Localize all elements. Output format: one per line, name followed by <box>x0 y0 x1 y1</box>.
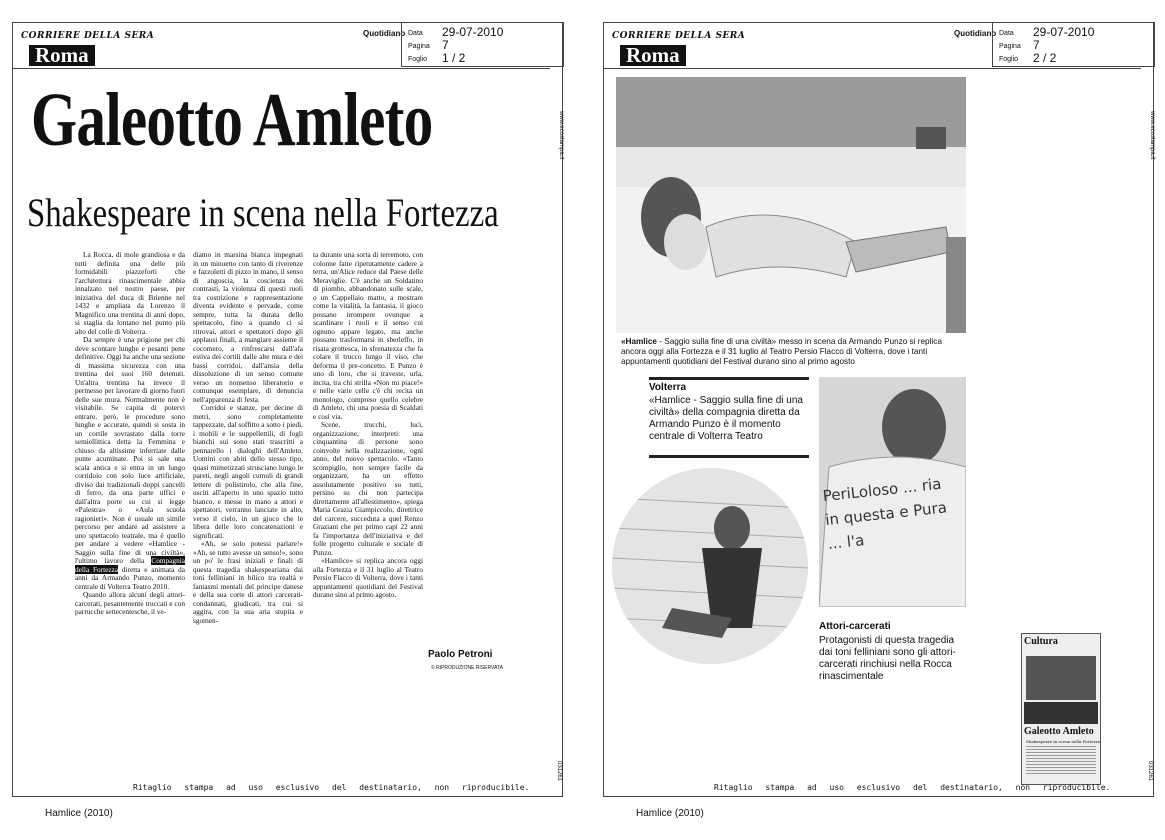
caption-text: - Saggio sulla fine di una civiltà» messo in scena da Armando Punzo si replica ancora oggi alla Fortezza e il 31 luglio al Teatro Persio Flacco di Volterra, dove i tanti appuntamenti quotidiani del Festival durano sino al primo agosto <box>621 337 942 366</box>
meta-value: 1 / 2 <box>442 51 466 65</box>
publication-type: Quotidiano <box>363 29 406 38</box>
newspaper-brand: CORRIERE DELLA SERA <box>612 31 746 41</box>
paragraph: «Hamlice» si replica ancora oggi alla Fortezza e il 31 luglio al Teatro Persio Flacco di Volterra, dove i tanti appuntamenti quotidiani del Festival durano sino al primo agosto. <box>313 556 423 599</box>
footer-note: Ritaglio stampa ad uso esclusivo del destinatario, non riproducibile. <box>133 783 530 792</box>
thumb-text <box>1026 746 1096 776</box>
thumb-subtitle: Shakespeare in scena nella Fortezza <box>1026 739 1101 744</box>
article-subtitle: Shakespeare in scena nella Fortezza <box>27 190 499 235</box>
edition-label: Roma <box>620 45 686 66</box>
meta-label: Foglio <box>408 56 428 63</box>
paragraph: La Rocca, di mole grandiosa e da tutti definita una delle più formidabili piazzeforti che l'architettura rinascimentale abbia innalzato nel nostro paese, per iniziativa del duca di Brienne nel 1432 e ampliata da Lorenzo il Magnifico una trentina di anni dopo, si staglia da lontano nel punto più alto del colle di Volterra. <box>75 250 185 336</box>
page-1 <box>12 22 563 797</box>
article-column-2 <box>193 251 303 625</box>
footer-note: Ritaglio stampa ad uso esclusivo del destinatario, non riproducibile. <box>714 783 1111 792</box>
thumb-title: Galeotto Amleto <box>1024 726 1094 737</box>
meta-label: Data <box>999 30 1014 37</box>
circle-photo-image <box>612 468 808 664</box>
meta-label: Data <box>408 30 423 37</box>
paragraph-text: diretta e animata da anni da Armando Punzo, momento centrale di Volterra Teatro 2010. <box>75 564 185 591</box>
header-divider <box>13 68 550 69</box>
image-caption: Hamlice (2010) <box>636 808 704 819</box>
page-thumbnail <box>1021 633 1101 785</box>
thumb-section: Cultura <box>1024 636 1058 647</box>
main-photo <box>616 77 966 333</box>
meta-label: Foglio <box>999 56 1019 63</box>
meta-box <box>992 22 1155 67</box>
paragraph: ta durante una sorta di terremoto, con colonne fatte ripetutamente cadere a terra, un'Alice reduce dal Paese delle Meraviglie. C'è anche un Soldatino di piombo, abbandonato sulle scale, o un Cappellaio matto, a mostrare come la vitalità, la fantasia, il gioco possano irrompere ovunque a scardinare i ruoli e il senso cui ognuno appare legato, ma anche possano trasformarsi in sberleffo, in risata grottesca, in sfrenatezza che fa colare il trucco lungo il viso, che deforma il pre-concetto. E Punzo è uno di loro, che si traveste, urla, incita, tra chi strilla «Non mi piace!» e nelle varie celle c'è chi recita un monologo, compreso quello celebre di Amleto, chi una poesia di Scaldati e così via. <box>313 250 423 421</box>
meta-value: 7 <box>442 38 449 52</box>
article-column-1 <box>75 251 185 617</box>
box-volterra-body: «Hamlice - Saggio sulla fine di una civiltà» della compagnia diretta da Armando Punzo è il momento centrale di Volterra Teatro <box>649 395 803 442</box>
company-highlight: Compagnia della Fortezza <box>75 556 185 574</box>
main-photo-image <box>616 77 966 333</box>
photo-caption <box>621 337 966 367</box>
caption-bold: «Hamlice <box>621 337 657 346</box>
box-rule <box>649 377 809 380</box>
header-divider <box>604 68 1141 69</box>
side-code: 031261 <box>1147 761 1153 782</box>
side-url: www.ecostampa.it <box>558 111 564 160</box>
box-attori-body: Protagonisti di questa tragedia dai toni felliniani sono gli attori-carcerati rinchiusi nella Rocca rinascimentale <box>819 635 956 682</box>
publication-type: Quotidiano <box>954 29 997 38</box>
paragraph: «Ah, se solo potessi parlare!» «Ah, se tutto avesse un senso!», sono un po' le frasi iniziali e finali di questa tragedia shakespeariana dai toni felliniani in bilico tra realtà e fantasmi mentali del principe danese e della sua corte di attori carcerati-condannati, giudicati, tra cui si aggira, con la sua aria stupita e sgomen- <box>193 539 303 625</box>
meta-label: Pagina <box>999 43 1021 50</box>
meta-value: 29-07-2010 <box>442 25 504 39</box>
newspaper-brand: CORRIERE DELLA SERA <box>21 31 155 41</box>
copyright: © RIPRODUZIONE RISERVATA <box>431 665 503 671</box>
meta-value: 7 <box>1033 38 1040 52</box>
side-url: www.ecostampa.it <box>1149 111 1155 160</box>
article-title: Galeotto Amleto <box>31 78 433 162</box>
article-column-3 <box>313 251 423 600</box>
side-code: 031261 <box>556 761 562 782</box>
paragraph <box>75 336 185 591</box>
paragraph: Corridoi e stanze, per decine di metri, sono completamente tappezzate, dal soffitto a sotto i piedi, i mobili e le suppellettili, di fogli bianchi sui sono stati trascritti a pennarello i dialoghi dell'Amleto. Uomini con abiti dello stesso tipo, quasi mimetizzati strusciano lungo le pareti, negli angoli cumuli di grandi lettere di polistirolo, che alla fine, usciti all'aperto in uno spazio tutto bianco, e messe in mano a attori e spettatori, verranno lanciate in alto, verso il cielo, in un gioco che le libera delle loro concatenazioni e significati. <box>193 403 303 540</box>
meta-label: Pagina <box>408 43 430 50</box>
meta-box <box>401 22 564 67</box>
circle-photo <box>612 468 808 664</box>
page-2 <box>603 22 1154 797</box>
photo-text: PeriLoloso ... ria in questa e Pura ... l'a <box>821 474 948 553</box>
box-attori-title: Attori-carcerati <box>819 621 891 632</box>
meta-value: 29-07-2010 <box>1033 25 1095 39</box>
actor-photo <box>819 377 966 607</box>
edition-label: Roma <box>29 45 95 66</box>
meta-value: 2 / 2 <box>1033 51 1057 65</box>
thumb-photo <box>1024 702 1098 724</box>
image-caption: Hamlice (2010) <box>45 808 113 819</box>
box-rule <box>649 455 809 458</box>
byline: Paolo Petroni <box>428 649 493 660</box>
thumb-photo <box>1026 656 1096 700</box>
paragraph: diamo in marsina bianca impegnati in un minuetto con tanto di riverenze e fazzoletti di pizzo in mano, il senso di angoscia, la coscienza dei contrasti, la violenza di questi ruoli tra costrizione e rappresentazione diventa evidente e pervade, come sempre, tutta la durata dello spettacolo, fino a quando ci si ritrovai, attori e spettatori dopo gli applausi finali, a mangiare assieme il cocomero, a rinfrescarsi dall'afa estiva dei cortili dalle alte mura e dei bassi corridoi, dall'ansia della dissoluzione di un senso comune verso un nonsenso liberatorio e comunque esemplare, di denuncia nell'apparenza di festa. <box>193 250 303 404</box>
paragraph: Scene, trucchi, luci, organizzazione, interpreti: una cinquantina di persone sono coinvolte nella realizzazione, ogni anno, del nuovo spettacolo. «Tanto scompiglio, non sempre facile da organizzare, ha un effetto assolutamente positivo su tutti, persino su chi non partecipa direttamente all'allestimento», spiega Maria Grazia Giampiccolo, direttrice del carcere, succeduta a quel Renzo Graziani che per primo capì 22 anni fa l'importanza dell'iniziativa e del folle progetto culturale e sociale di Punzo. <box>313 420 423 557</box>
paragraph: Quando allora alcuni degli attori-carcerati, pesantemente truccati e con parrucche settecentesche, il ve- <box>75 590 185 616</box>
paragraph-text: Da sempre è una prigione per chi deve scontare lunghe e pesanti pene definitive. Oggi ha anche una sezione di massima sicurezza con una trentina dei suoi 160 detenuti. Un'altra trentina ha invece il permesso per lavorare di giorno fuori delle sue mura. Normalmente non è visitabile. Se capita di potervi entrare, però, le procedure sono lunghe e accurate, quindi si sosta in un cortile sovrastato dalla torre semiellittica detta la Femmina e chiuso da altissime inferriate dalle punte acuminate. Poi si sale una scala antica e si entra in un lungo corridoio con solo luce artificiale, diviso dai tradizionali doppi cancelli di ferro, da una parte uffici e dall'altra porte su cui si legge «Palestra» o «Aula scuola ragionieri». Non è usuale un simile percorso per andare ad assistere a uno spettacolo teatrale, ma è quello per andare a vedere «Hamlice - Saggio sulla fine di una civiltà», l'ultimo lavoro della <box>75 335 185 565</box>
box-volterra-title: Volterra <box>649 382 687 393</box>
